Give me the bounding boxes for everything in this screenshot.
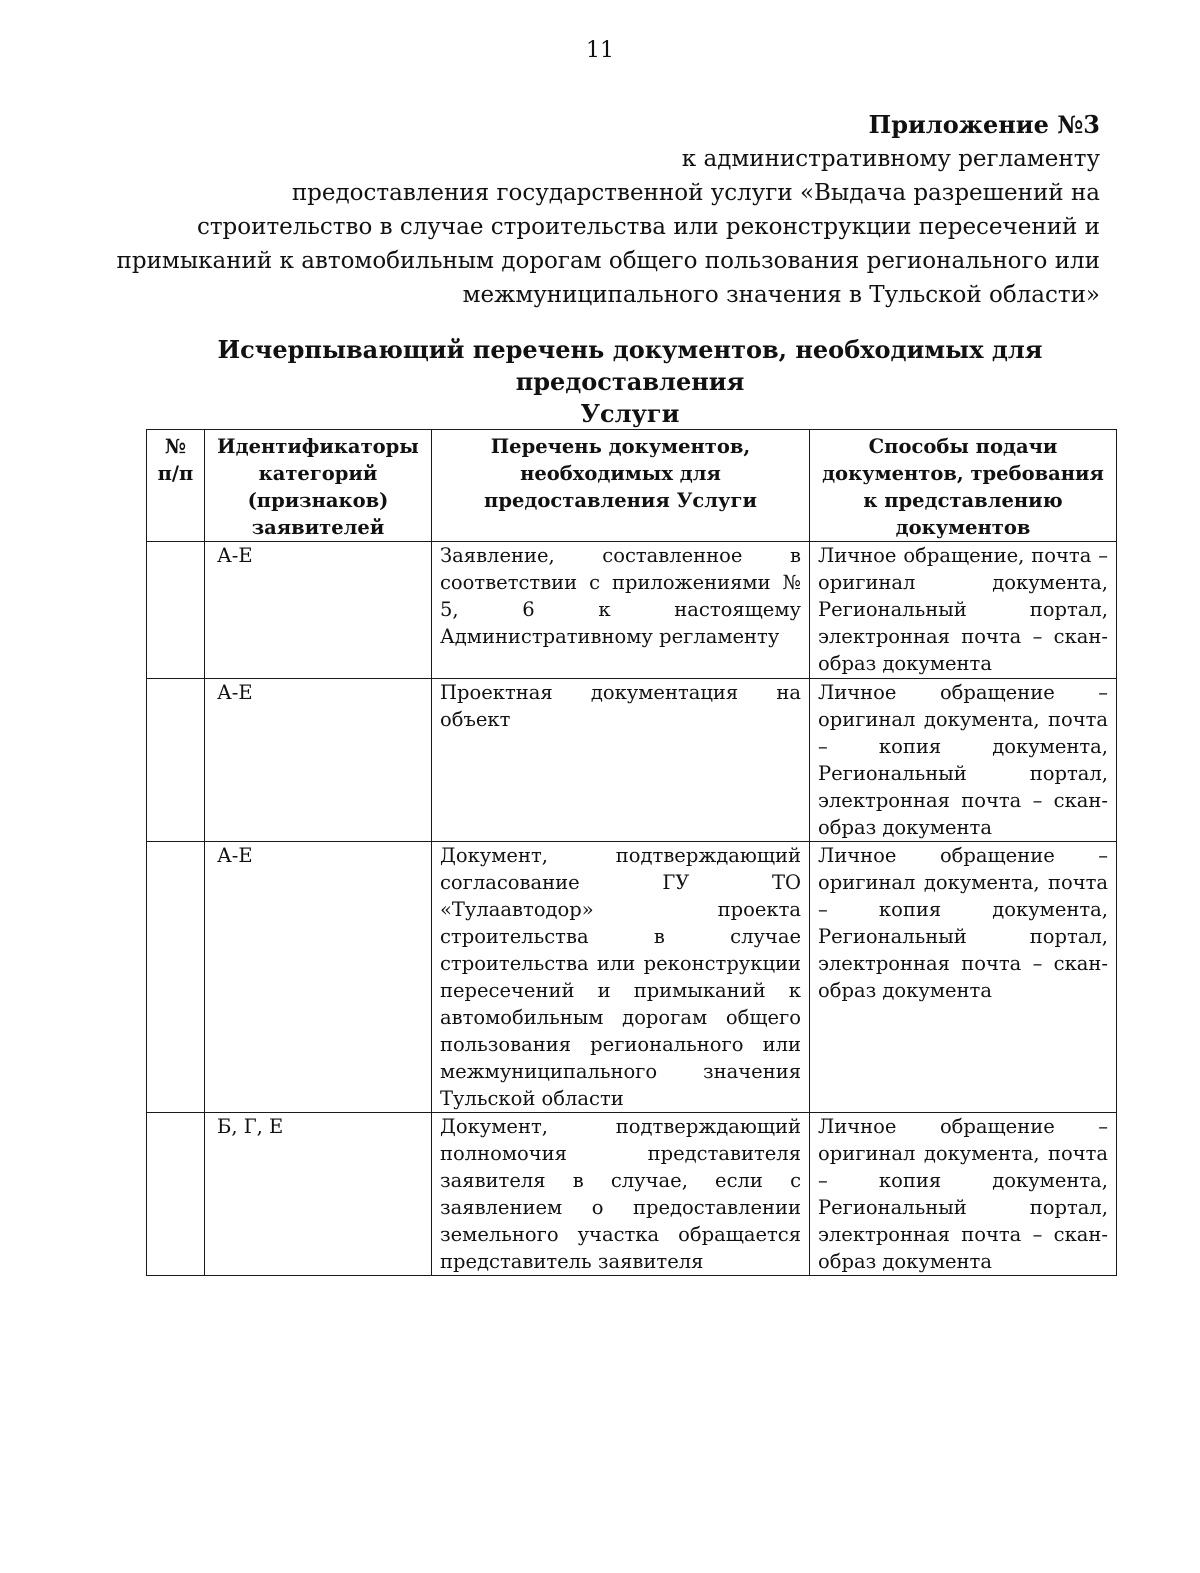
header-categories: Идентификаторы категорий (признаков) заявителей xyxy=(205,430,432,542)
appendix-line: примыканий к автомобильным дорогам общего пользования регионального или xyxy=(116,248,1100,274)
row-methods: Личное обращение, почта – оригинал документа, Региональный портал, электронная почта – скан-образ документа xyxy=(810,542,1117,679)
table-row xyxy=(147,679,1117,842)
appendix-line: межмуниципального значения в Тульской области» xyxy=(462,282,1100,308)
appendix-line: к административному регламенту xyxy=(681,146,1100,172)
table-row xyxy=(147,842,1117,1113)
document-title-line: Услуги xyxy=(580,399,680,428)
end-divider xyxy=(427,1275,835,1276)
table-row xyxy=(147,1113,1117,1276)
appendix-heading: Приложение №3 xyxy=(868,110,1100,139)
header-number: № п/п xyxy=(147,430,205,542)
appendix-block xyxy=(100,108,1100,312)
document-title-line: Исчерпывающий перечень документов, необходимых для предоставления xyxy=(217,335,1043,396)
table-row xyxy=(147,542,1117,679)
header-documents: Перечень документов, необходимых для предоставления Услуги xyxy=(432,430,810,542)
row-number xyxy=(147,542,205,679)
row-categories: Б, Г, Е xyxy=(205,1113,432,1276)
documents-table xyxy=(146,429,1117,1276)
appendix-line: строительство в случае строительства или реконструкции пересечений и xyxy=(196,214,1100,240)
row-number xyxy=(147,842,205,1113)
row-categories: А-Е xyxy=(205,679,432,842)
row-document: Документ, подтверждающий согласование ГУ ТО «Тулаавтодор» проекта строительства в случае строительства или реконструкции пересечений и примыканий к автомобильным дорогам общего пользования регионального или межмуниципального значения Тульской области xyxy=(432,842,810,1113)
page-number: 11 xyxy=(586,38,614,63)
row-categories: А-Е xyxy=(205,842,432,1113)
row-methods: Личное обращение – оригинал документа, почта – копия документа, Региональный портал, электронная почта – скан-образ документа xyxy=(810,1113,1117,1276)
row-number xyxy=(147,1113,205,1276)
header-methods: Способы подачи документов, требования к представлению документов xyxy=(810,430,1117,542)
row-document: Заявление, составленное в соответствии с приложениями № 5, 6 к настоящему Административному регламенту xyxy=(432,542,810,679)
row-categories: А-Е xyxy=(205,542,432,679)
row-document: Документ, подтверждающий полномочия представителя заявителя в случае, если с заявлением о предоставлении земельного участка обращается представитель заявителя xyxy=(432,1113,810,1276)
row-number xyxy=(147,679,205,842)
row-methods: Личное обращение – оригинал документа, почта – копия документа, Региональный портал, электронная почта – скан-образ документа xyxy=(810,679,1117,842)
row-methods: Личное обращение – оригинал документа, почта – копия документа, Региональный портал, электронная почта – скан-образ документа xyxy=(810,842,1117,1113)
row-document: Проектная документация на объект xyxy=(432,679,810,842)
appendix-line: предоставления государственной услуги «Выдача разрешений на xyxy=(291,180,1100,206)
document-title xyxy=(140,334,1120,430)
table-header-row xyxy=(147,430,1117,542)
